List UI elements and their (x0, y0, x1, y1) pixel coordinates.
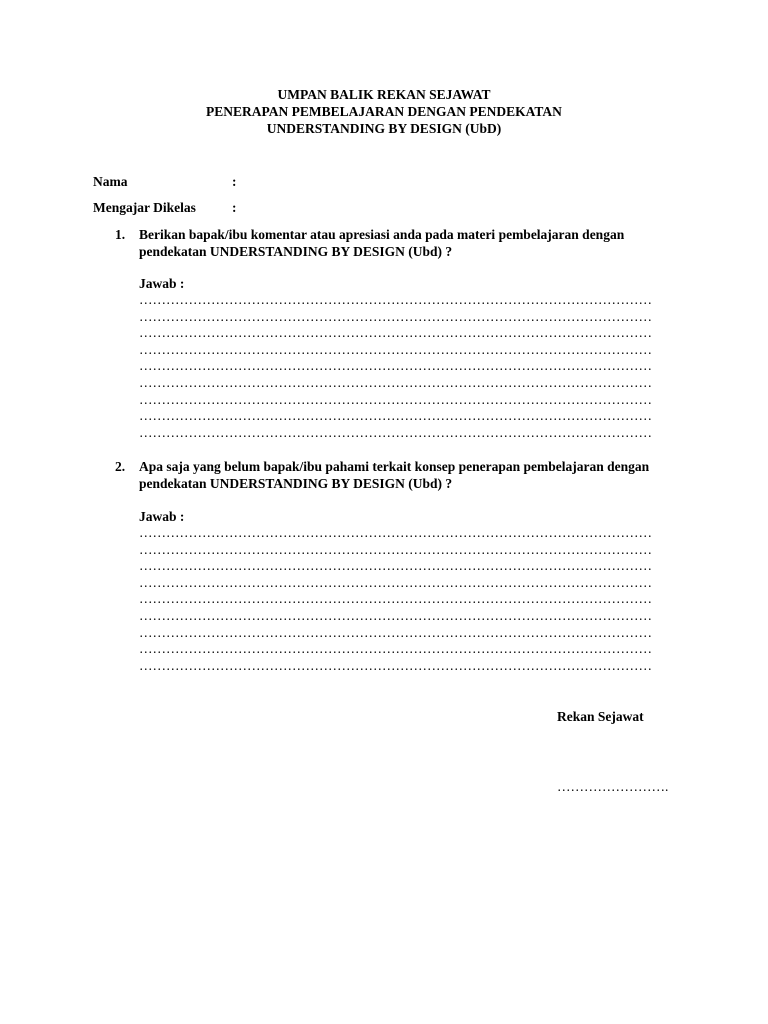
answer-lines-1 (139, 292, 665, 441)
answer-line: …………………………………………………………………………………………………… (139, 574, 652, 590)
name-colon: : (232, 174, 237, 189)
question-text: Berikan bapak/ibu komentar atau apresiasi anda pada materi pembelajaran dengan pendekatan UNDERSTANDING BY DESIGN (Ubd) ? (139, 227, 625, 259)
name-field (93, 173, 237, 190)
signature-line: ……………………. (557, 779, 669, 794)
answer-line: …………………………………………………………………………………………………… (139, 358, 652, 374)
class-label: Mengajar Dikelas (93, 200, 196, 215)
title-line-1: UMPAN BALIK REKAN SEJAWAT (277, 87, 491, 102)
answer-line: …………………………………………………………………………………………………… (139, 325, 652, 341)
answer-line: …………………………………………………………………………………………………… (139, 624, 652, 640)
title-line-3: UNDERSTANDING BY DESIGN (UbD) (266, 121, 502, 136)
document-title (0, 86, 768, 137)
answer-line: …………………………………………………………………………………………………… (139, 292, 652, 307)
answer-line: …………………………………………………………………………………………………… (139, 541, 652, 557)
answer-line: …………………………………………………………………………………………………… (139, 408, 652, 424)
answer-line: …………………………………………………………………………………………………… (139, 657, 652, 673)
answer-line: …………………………………………………………………………………………………… (139, 558, 652, 574)
question-2 (115, 458, 675, 492)
question-number: 2. (115, 459, 126, 474)
answer-line: …………………………………………………………………………………………………… (139, 391, 652, 407)
answer-line: …………………………………………………………………………………………………… (139, 341, 652, 357)
question-1 (115, 226, 675, 260)
answer-line: …………………………………………………………………………………………………… (139, 641, 652, 657)
answer-line: …………………………………………………………………………………………………… (139, 424, 652, 440)
answer-label-1: Jawab : (139, 276, 185, 291)
class-colon: : (232, 200, 237, 215)
answer-line: …………………………………………………………………………………………………… (139, 525, 652, 540)
answer-lines-2 (139, 525, 665, 674)
name-label: Nama (93, 174, 128, 189)
answer-line: …………………………………………………………………………………………………… (139, 308, 652, 324)
title-line-2: PENERAPAN PEMBELAJARAN DENGAN PENDEKATAN (206, 104, 562, 119)
answer-line: …………………………………………………………………………………………………… (139, 374, 652, 390)
signature-label: Rekan Sejawat (557, 709, 644, 724)
answer-label-2: Jawab : (139, 509, 185, 524)
question-number: 1. (115, 227, 126, 242)
answer-line: …………………………………………………………………………………………………… (139, 591, 652, 607)
class-field (93, 199, 237, 216)
answer-line: …………………………………………………………………………………………………… (139, 607, 652, 623)
question-text: Apa saja yang belum bapak/ibu pahami terkait konsep penerapan pembelajaran dengan pendekatan UNDERSTANDING BY DESIGN (Ubd) ? (139, 459, 650, 491)
